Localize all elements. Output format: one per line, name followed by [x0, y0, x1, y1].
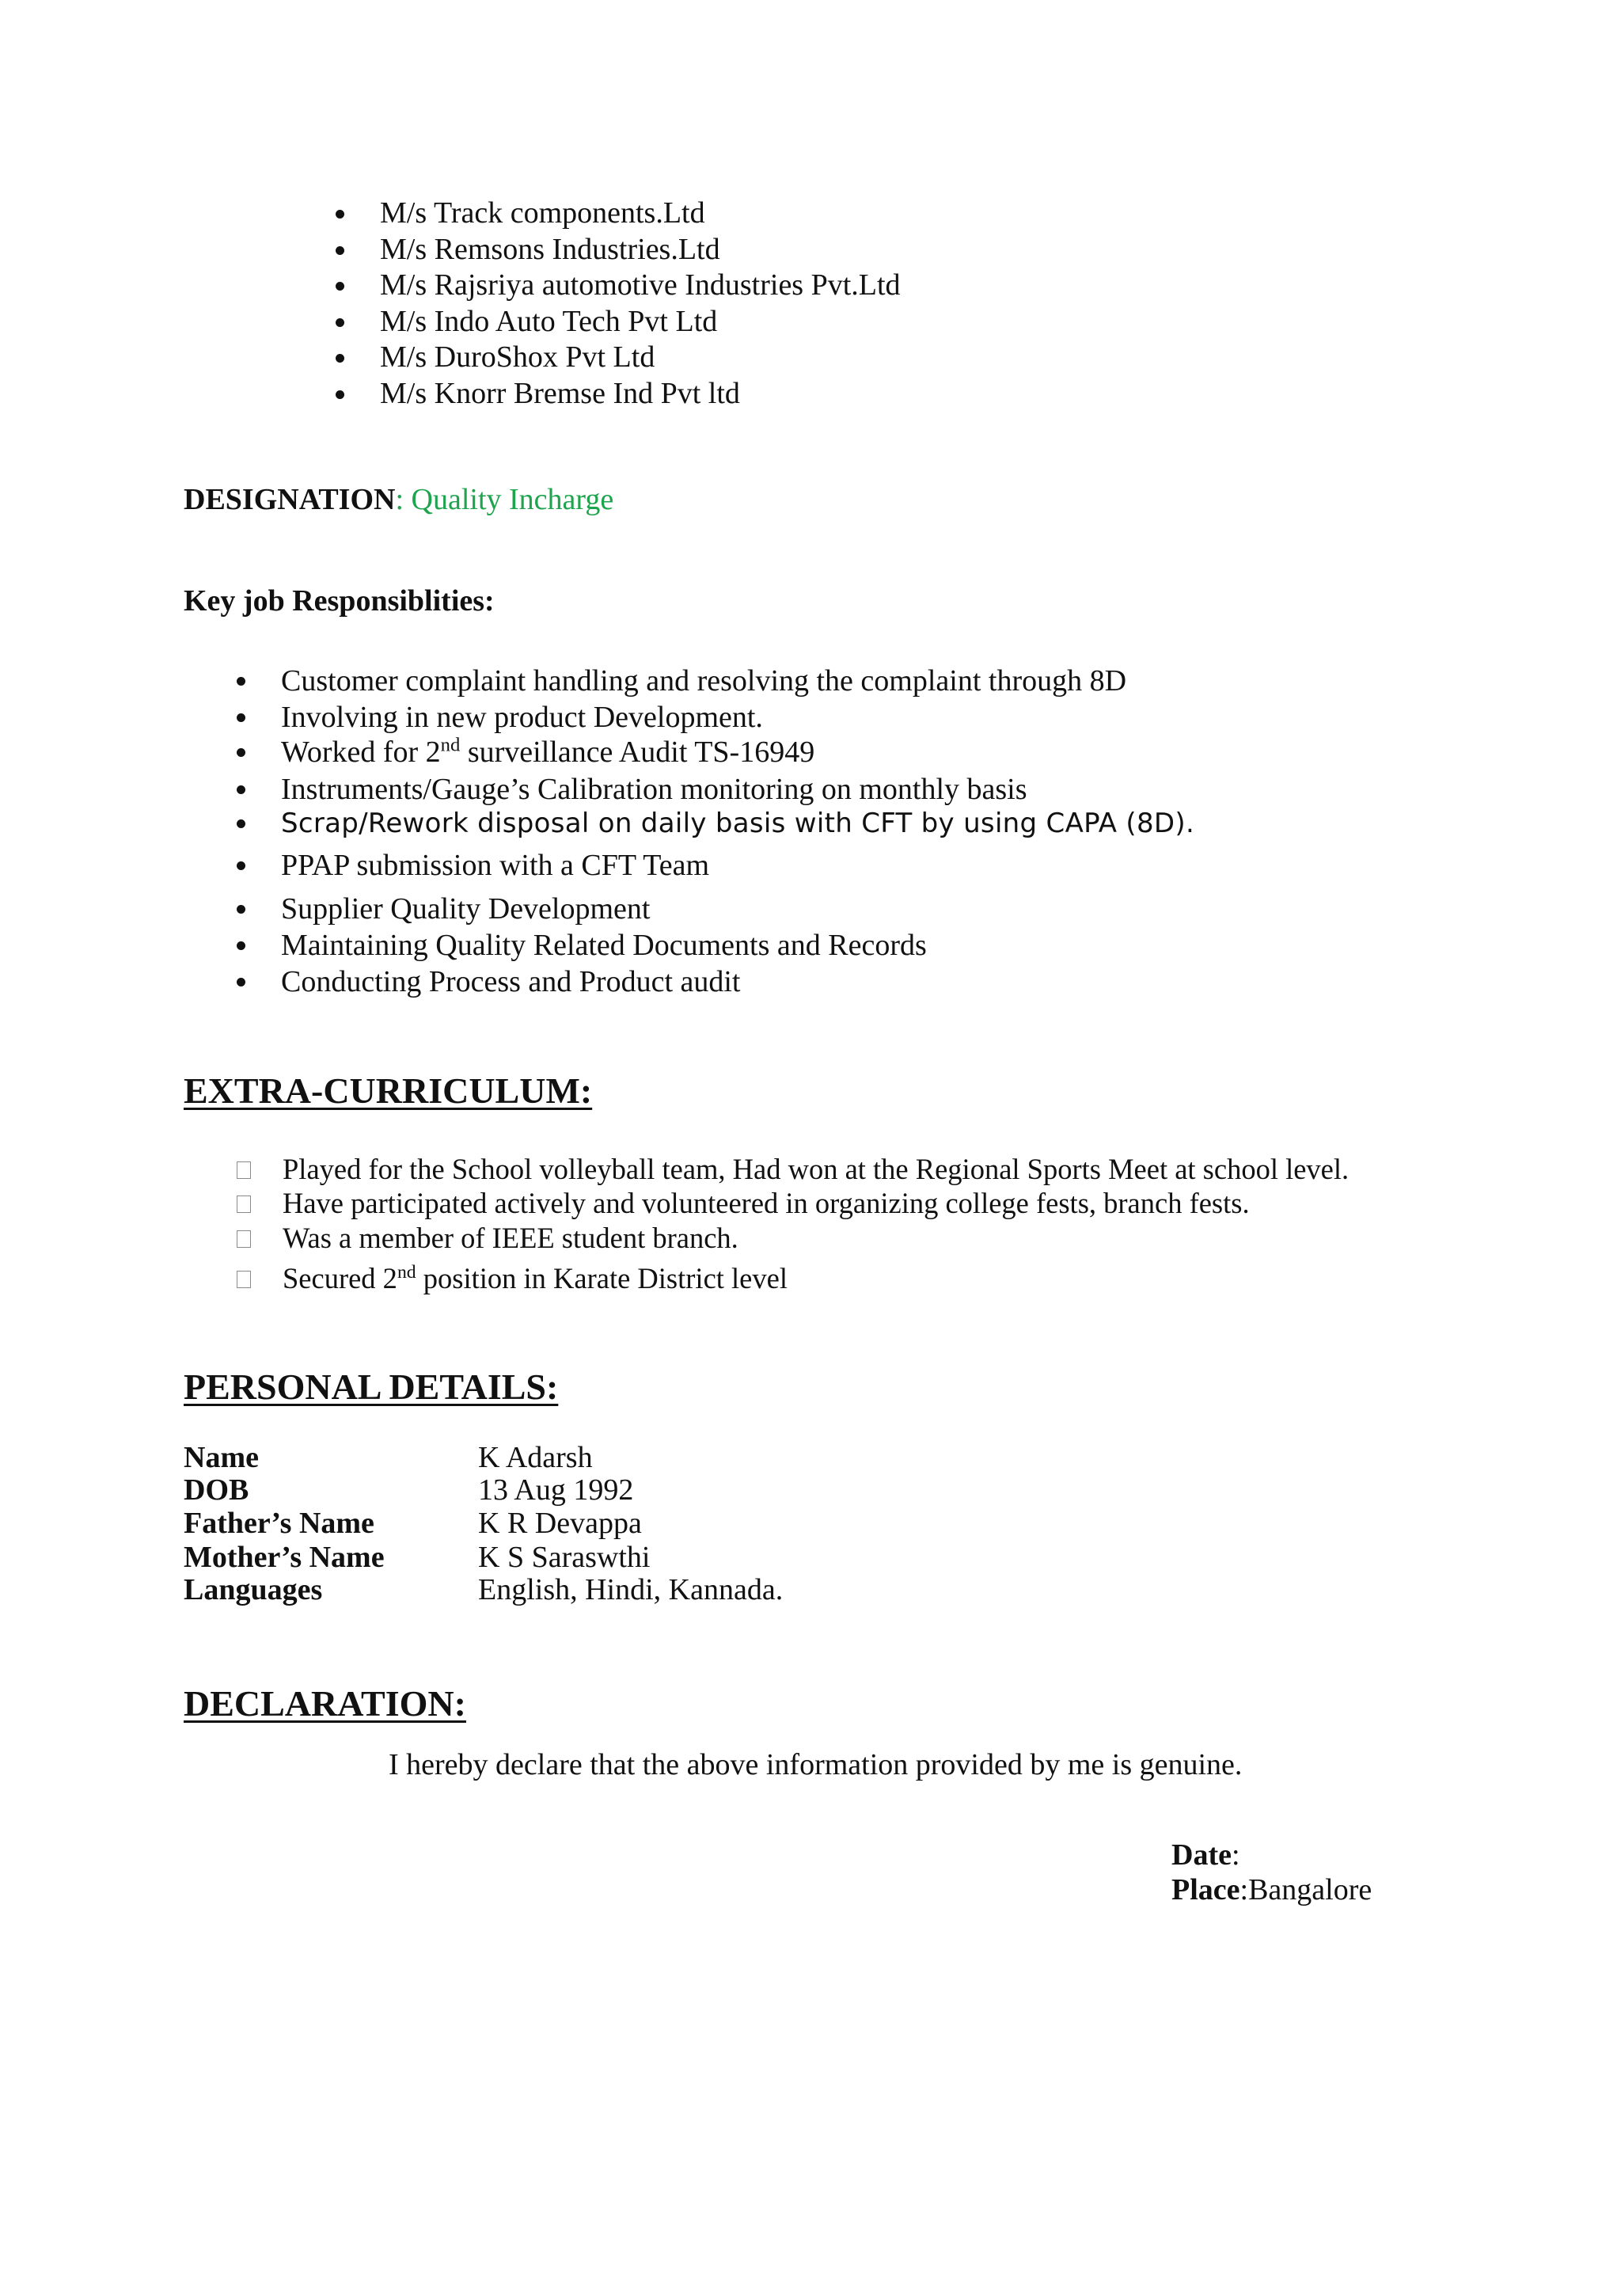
- detail-label: DOB: [184, 1473, 249, 1507]
- detail-value: English, Hindi, Kannada.: [478, 1573, 784, 1606]
- list-item: M/s Indo Auto Tech Pvt Ltd: [332, 304, 901, 340]
- declaration-heading: DECLARATION:: [184, 1683, 466, 1724]
- detail-value: K R Devappa: [478, 1507, 642, 1540]
- bullet-icon: [336, 282, 344, 291]
- list-item: PPAP submission with a CFT Team: [233, 847, 709, 884]
- list-item: Conducting Process and Product audit: [233, 964, 740, 1000]
- bullet-icon: [336, 318, 344, 327]
- company-list: [332, 196, 901, 412]
- list-item: Maintaining Quality Related Documents and Records: [233, 927, 927, 964]
- list-item: M/s DuroShox Pvt Ltd: [332, 340, 901, 376]
- personal-details-heading: PERSONAL DETAILS:: [184, 1367, 559, 1407]
- date-line: Date:: [1171, 1838, 1240, 1872]
- place-line: Place:Bangalore: [1171, 1873, 1372, 1906]
- list-item: Customer complaint handling and resolving the complaint through 8D: [233, 663, 1126, 699]
- extra-curriculum-heading: EXTRA-CURRICULUM:: [184, 1070, 593, 1111]
- bullet-icon: [336, 390, 344, 399]
- detail-label: Mother’s Name: [184, 1541, 385, 1574]
- declaration-text: I hereby declare that the above information provided by me is genuine.: [389, 1748, 1243, 1781]
- bullet-icon: [237, 905, 245, 914]
- bullet-icon: [237, 677, 245, 686]
- place-value: Bangalore: [1248, 1873, 1372, 1906]
- bullet-icon: [237, 748, 245, 757]
- bullet-icon: [336, 246, 344, 255]
- designation-line: [184, 481, 613, 518]
- list-item: Instruments/Gauge’s Calibration monitoring on monthly basis: [233, 771, 1027, 808]
- list-item: M/s Remsons Industries.Ltd: [332, 232, 901, 268]
- list-item: Have participated actively and volunteered in organizing college fests, branch fests.: [233, 1185, 1250, 1222]
- bullet-icon: [237, 819, 245, 828]
- detail-value: K Adarsh: [478, 1441, 593, 1474]
- checkbox-icon: [237, 1196, 251, 1213]
- detail-value: 13 Aug 1992: [478, 1473, 634, 1507]
- list-item: M/s Knorr Bremse Ind Pvt ltd: [332, 376, 901, 412]
- checkbox-icon: [237, 1271, 251, 1288]
- designation-value: Quality Incharge: [411, 483, 614, 516]
- list-item: Involving in new product Development.: [233, 699, 763, 736]
- list-item: Played for the School volleyball team, Had won at the Regional Sports Meet at school level.: [233, 1151, 1349, 1188]
- responsibilities-heading: Key job Responsiblities:: [184, 584, 495, 618]
- list-item: Scrap/Rework disposal on daily basis with CFT by using CAPA (8D).: [233, 805, 1194, 842]
- list-item: Worked for 2nd surveillance Audit TS-16949: [233, 734, 814, 770]
- designation-label: DESIGNATION: [184, 483, 396, 516]
- bullet-icon: [237, 713, 245, 722]
- bullet-icon: [237, 861, 245, 870]
- checkbox-icon: [237, 1230, 251, 1248]
- list-item: Secured 2nd position in Karate District level: [233, 1260, 788, 1297]
- detail-value: K S Saraswthi: [478, 1541, 651, 1574]
- detail-label: Name: [184, 1441, 259, 1474]
- date-label: Date: [1171, 1838, 1232, 1872]
- bullet-icon: [336, 354, 344, 363]
- checkbox-icon: [237, 1161, 251, 1179]
- list-item: M/s Track components.Ltd: [332, 196, 901, 232]
- bullet-icon: [336, 210, 344, 219]
- bullet-icon: [237, 785, 245, 794]
- list-item: Was a member of IEEE student branch.: [233, 1220, 738, 1256]
- list-item: Supplier Quality Development: [233, 891, 650, 927]
- detail-label: Languages: [184, 1573, 323, 1606]
- list-item: M/s Rajsriya automotive Industries Pvt.Ltd: [332, 268, 901, 304]
- designation-separator: :: [395, 483, 412, 516]
- detail-label: Father’s Name: [184, 1507, 374, 1540]
- place-label: Place: [1171, 1873, 1240, 1906]
- bullet-icon: [237, 941, 245, 950]
- bullet-icon: [237, 978, 245, 986]
